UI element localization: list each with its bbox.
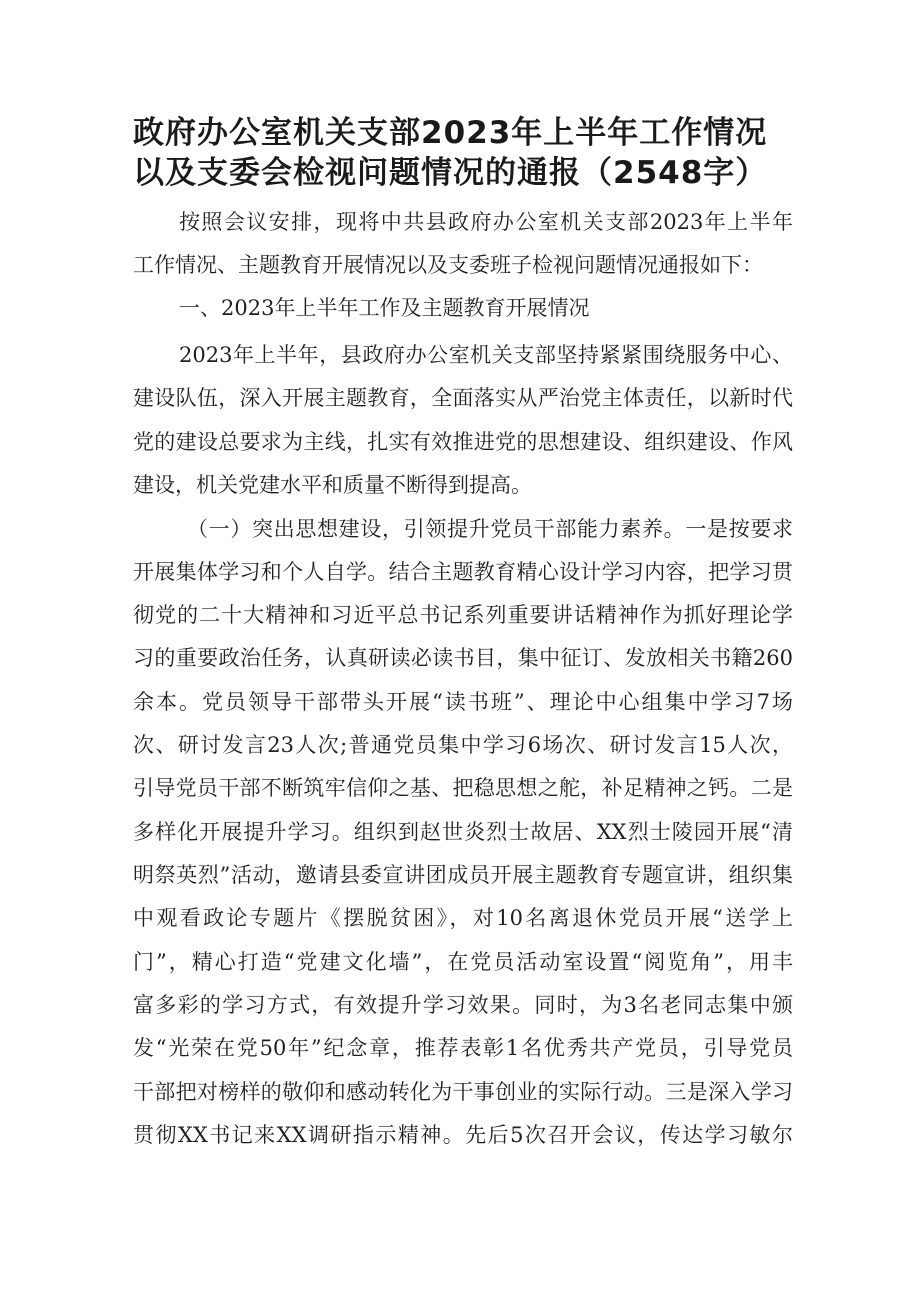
- para2-line-11: 门”，精心打造“党建文化墙”，在党员活动室设置“阅览角”，用丰: [133, 950, 793, 974]
- para2-line-5: 余本。党员领导干部带头开展“读书班”、理论中心组集中学习7场: [133, 690, 793, 714]
- para1-line-4: 建设，机关党建水平和质量不断得到提高。: [133, 473, 532, 497]
- para2-line-8: 多样化开展提升学习。组织到赵世炎烈士故居、XX烈士陵园开展“清: [133, 820, 793, 844]
- para2-line-1: （一）突出思想建设，引领提升党员干部能力素养。一是按要求: [187, 517, 793, 541]
- section-heading: 一、2023年上半年工作及主题教育开展情况: [179, 296, 590, 320]
- para2-line-4: 习的重要政治任务，认真研读必读书目，集中征订、发放相关书籍260: [133, 646, 793, 670]
- para2-line-7: 引导党员干部不断筑牢信仰之基、把稳思想之舵，补足精神之钙。二是: [133, 776, 793, 800]
- para2-line-14: 干部把对榜样的敬仰和感动转化为干事创业的实际行动。三是深入学习: [133, 1080, 793, 1104]
- intro-line-2: 工作情况、主题教育开展情况以及支委班子检视问题情况通报如下：: [133, 253, 763, 277]
- para1-line-2: 建设队伍，深入开展主题教育，全面落实从严治党主体责任，以新时代: [133, 386, 793, 410]
- para1-line-1: 2023年上半年，县政府办公室机关支部坚持紧紧围绕服务中心、: [179, 343, 793, 367]
- intro-line-1: 按照会议安排，现将中共县政府办公室机关支部2023年上半年: [179, 210, 793, 234]
- para2-line-10: 中观看政论专题片《摆脱贫困》，对10名离退休党员开展“送学上: [133, 906, 793, 930]
- para2-line-2: 开展集体学习和个人自学。结合主题教育精心设计学习内容，把学习贯: [133, 560, 793, 584]
- document-title-line-1: 政府办公室机关支部2023年上半年工作情况: [133, 115, 768, 151]
- para2-line-15: 贯彻XX书记来XX调研指示精神。先后5次召开会议，传达学习敏尔: [133, 1123, 793, 1147]
- para1-line-3: 党的建设总要求为主线，扎实有效推进党的思想建设、组织建设、作风: [133, 430, 793, 454]
- para2-line-9: 明祭英烈”活动，邀请县委宣讲团成员开展主题教育专题宣讲，组织集: [133, 863, 793, 887]
- para2-line-3: 彻党的二十大精神和习近平总书记系列重要讲话精神作为抓好理论学: [133, 603, 793, 627]
- para2-line-12: 富多彩的学习方式，有效提升学习效果。同时，为3名老同志集中颁: [133, 993, 793, 1017]
- para2-line-13: 发“光荣在党50年”纪念章，推荐表彰1名优秀共产党员，引导党员: [133, 1036, 793, 1060]
- document-title-line-2: 以及支委会检视问题情况的通报（2548字）: [133, 155, 768, 191]
- para2-line-6: 次、研讨发言23人次;普通党员集中学习6场次、研讨发言15人次，: [133, 733, 793, 757]
